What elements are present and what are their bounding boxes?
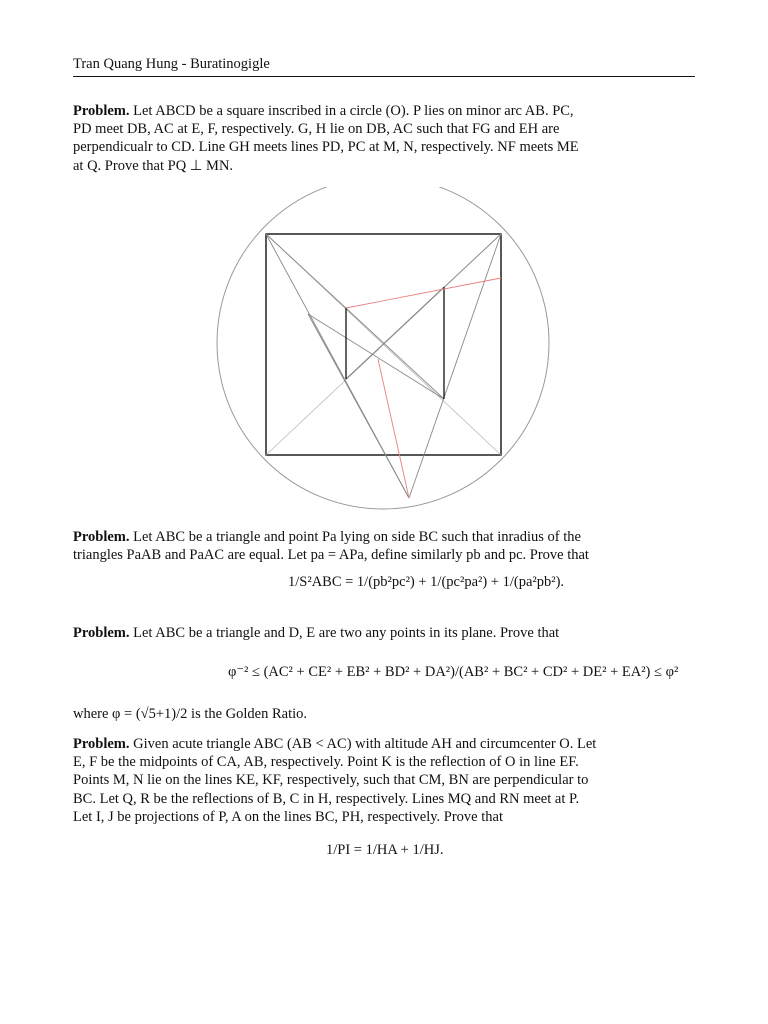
problem-1-label: Problem. xyxy=(73,103,130,119)
problem-4-line-2: E, F be the midpoints of CA, AB, respectively. Point K is the reflection of O in line EF. xyxy=(73,754,579,771)
problem-3-equation: φ⁻² ≤ (AC² + CE² + EB² + BD² + DA²)/(AB² + BC² + CD² + DE² + EA²) ≤ φ² xyxy=(228,664,679,680)
problem-4-line-4: BC. Let Q, R be the reflections of B, C in H, respectively. Lines MQ and RN meet at P. xyxy=(73,790,580,807)
header-rule xyxy=(73,76,695,77)
page-header: Tran Quang Hung - Buratinogigle xyxy=(73,56,270,72)
line-5 xyxy=(346,287,444,379)
problem-4-line-1: Given acute triangle ABC (AB < AC) with altitude AH and circumcenter O. Let xyxy=(133,736,597,752)
problem-4 xyxy=(73,735,695,826)
problem-3 xyxy=(73,624,695,642)
geometry-figure xyxy=(216,187,552,523)
problem-4-label: Problem. xyxy=(73,736,130,752)
problem-4-equation: 1/PI = 1/HA + 1/HJ. xyxy=(326,842,444,858)
problem-4-line-5: Let I, J be projections of P, A on the lines BC, PH, respectively. Prove that xyxy=(73,808,503,825)
problem-3-label: Problem. xyxy=(73,625,130,641)
red-line-mn xyxy=(346,278,501,308)
red-line-pq xyxy=(378,359,409,498)
problem-1-line-1: Let ABCD be a square inscribed in a circle (O). P lies on minor arc AB. PC, xyxy=(133,103,574,119)
problem-1-line-4: at Q. Prove that PQ ⊥ MN. xyxy=(73,157,234,174)
line-pd xyxy=(409,234,501,498)
problem-2-label: Problem. xyxy=(73,529,130,545)
problem-2-line-2: triangles PaAB and PaAC are equal. Let pa = APa, define similarly pb and pc. Prove that xyxy=(73,547,589,564)
problem-3-line-1: Let ABC be a triangle and D, E are two any points in its plane. Prove that xyxy=(133,625,560,641)
problem-1-line-2: PD meet DB, AC at E, F, respectively. G, H lie on DB, AC such that FG and EH are xyxy=(73,121,560,138)
problem-2-equation: 1/S²ABC = 1/(pb²pc²) + 1/(pc²pa²) + 1/(pa²pb²). xyxy=(288,574,565,590)
line-3 xyxy=(308,314,409,498)
line-2 xyxy=(308,314,444,399)
problem-1 xyxy=(73,102,695,175)
problem-3-after: where φ = (√5+1)/2 is the Golden Ratio. xyxy=(73,706,308,722)
problem-1-line-3: perpendicualr to CD. Line GH meets lines PD, PC at M, N, respectively. NF meets ME xyxy=(73,139,579,156)
problem-2 xyxy=(73,528,695,564)
problem-4-line-3: Points M, N lie on the lines KE, KF, respectively, such that CM, BN are perpendicular to xyxy=(73,772,589,789)
problem-2-line-1: Let ABC be a triangle and point Pa lying on side BC such that inradius of the xyxy=(133,529,581,545)
line-1 xyxy=(266,234,444,399)
